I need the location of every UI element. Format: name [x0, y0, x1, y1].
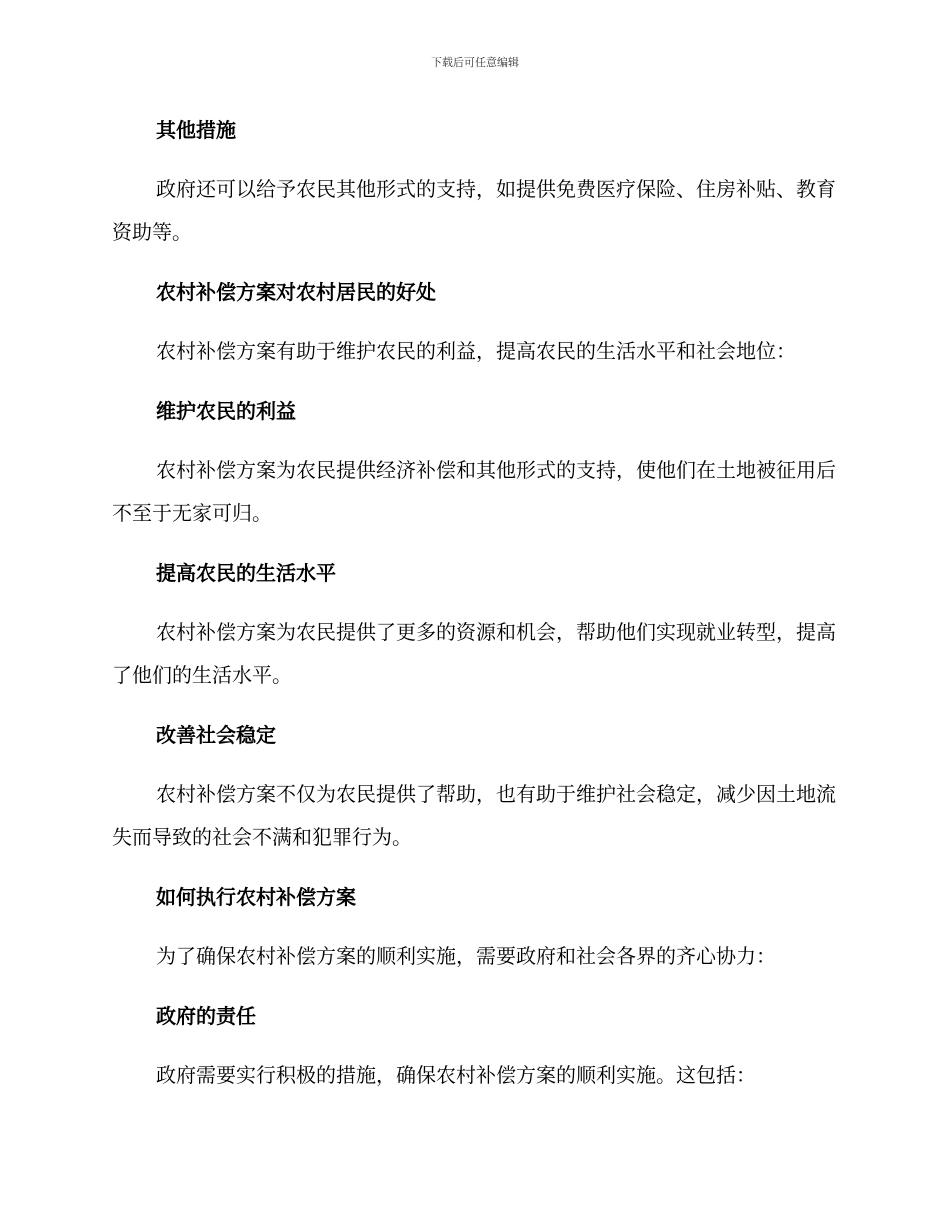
document-body [112, 110, 838, 1115]
section-paragraph: 政府需要实行积极的措施，确保农村补偿方案的顺利实施。这包括： [156, 1063, 756, 1087]
section-heading: 其他措施 [156, 118, 236, 142]
section-heading: 政府的责任 [156, 1004, 256, 1028]
section-paragraph: 农村补偿方案为农民提供了更多的资源和机会，帮助他们实现就业转型，提高了他们的生活水平。 [112, 620, 836, 687]
section-heading: 提高农民的生活水平 [156, 561, 336, 585]
section-paragraph: 政府还可以给予农民其他形式的支持，如提供免费医疗保险、住房补贴、教育资助等。 [112, 177, 836, 244]
section-paragraph: 农村补偿方案不仅为农民提供了帮助，也有助于维护社会稳定，减少因土地流失而导致的社会不满和犯罪行为。 [112, 782, 836, 849]
section-heading: 如何执行农村补偿方案 [156, 885, 356, 909]
section-paragraph: 农村补偿方案为农民提供经济补偿和其他形式的支持，使他们在土地被征用后不至于无家可归。 [112, 458, 836, 525]
section-paragraph: 为了确保农村补偿方案的顺利实施，需要政府和社会各界的齐心协力： [156, 944, 776, 968]
section-heading: 改善社会稳定 [156, 723, 276, 747]
section-paragraph: 农村补偿方案有助于维护农民的利益，提高农民的生活水平和社会地位： [156, 339, 796, 363]
section-heading: 维护农民的利益 [156, 399, 296, 423]
section-heading: 农村补偿方案对农村居民的好处 [156, 280, 436, 304]
page-header-note: 下载后可任意编辑 [431, 56, 519, 69]
